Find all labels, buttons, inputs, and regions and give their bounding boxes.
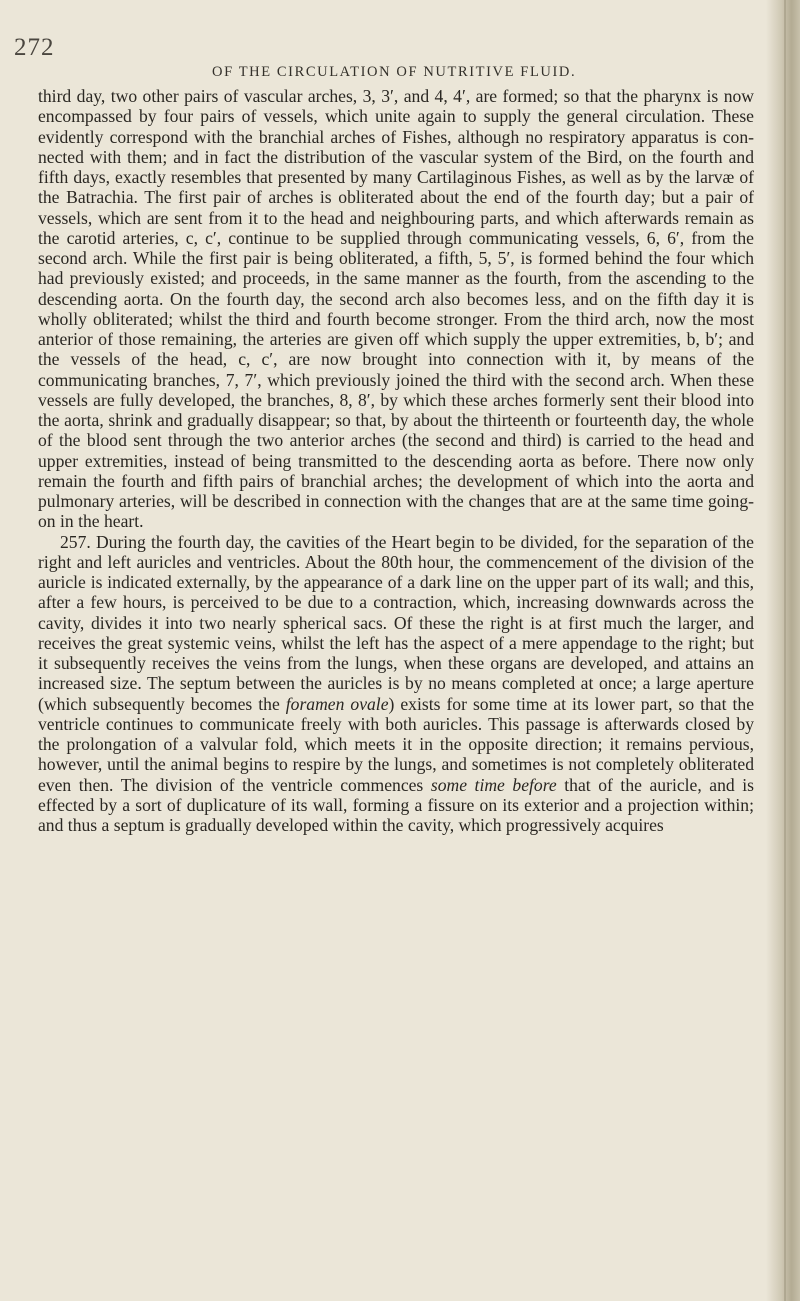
paragraph-text: 257. During the fourth day, the cavities of the Heart begin to be divided, for the separation of the right and left auricles and ventricles. About the 80th hour, the commencement of the division of the auricle is indicated externally, by the appearance of a dark line on the upper part of its wall; and this, after a few hours, is perceived to be due to a contraction, which, increasing downwards across the cavity, divides it into two nearly spherical sacs. Of these the right is at first much the larger, and receives the great systemic veins, whilst the left has the aspect of a mere appendage to the right; but it subsequently receives the veins from the lungs, when these organs are developed, and attains an increased size. The septum between the auricles is by no means completed at once; a large aperture (which subsequently becomes the xyxy=(38,531,754,714)
running-head: OF THE CIRCULATION OF NUTRITIVE FLUID. xyxy=(212,64,577,80)
page-gutter-line xyxy=(784,0,786,1301)
page-number: 272 xyxy=(14,34,55,61)
paragraph-continued: third day, two other pairs of vascular arches, 3, 3′, and 4, 4′, are formed; so that the pharynx is now encompassed by four pairs of vessels, which unite again to supply the general circulation. These evidently correspond with the branchial arches of Fishes, although no respiratory apparatus is connected with them; and in fact the distribution of the vascular system of the Bird, on the fourth and fifth days, exactly resembles that presented by many Cartilaginous Fishes, as well as by the larvæ of the Batrachia. The first pair of arches is obliterated about the end of the fourth day; but a pair of vessels, which are sent from it to the head and neighbouring parts, and which afterwards remain as the carotid arteries, c, c′, continue to be supplied through communicating vessels, 6, 6′, from the second arch. While the first pair is being obliterated, a fifth, 5, 5′, is formed behind the four which had previously existed; and proceeds, in the same manner as the fourth, from the ascending to the descending aorta. On the fourth day, the second arch also becomes less, and on the fifth day it is wholly obliterated; whilst the third and fourth become stronger. From the third arch, now the most anterior of those remaining, the arteries are given off which supply the upper extremities, b, b′; and the vessels of the head, c, c′, are now brought into connection with it, by means of the communicating branches, 7, 7′, which previously joined the third with the second arch. When these vessels are fully developed, the branches, 8, 8′, by which these arches formerly sent their blood into the aorta, shrink and gradually disappear; so that, by about the thirteenth or fourteenth day, the whole of the blood sent through the two anterior arches (the second and third) is carried to the head and upper extremities, instead of being transmitted to the descending aorta as before. There now only remain the fourth and fifth pairs of branchial arches; the development of which into the aorta and pulmonary arteries, will be described in connection with the changes that are at the same time going-on in the heart. xyxy=(38,86,754,532)
italic-term-foramen-ovale: foramen ovale xyxy=(285,693,389,714)
paragraph-257 xyxy=(38,532,754,836)
body-text xyxy=(38,86,754,835)
paragraph-text: that of the auricle, and is effected by a sort of duplicature of its wall, forming a fissure on its exterior and a projection within; and thus a septum is gradually developed within the cavity, which progressively acquires xyxy=(38,774,754,835)
paragraph-text: ) exists for some time at its lower part, so that the ventricle continues to communicate freely with both auricles. This passage is afterwards closed by the prolongation of a valvular fold, which meets it in the opposite direction; it remains pervious, however, until the animal begins to respire by the lungs, and sometimes is not completely obliterated even then. The division of the ventricle commences xyxy=(38,693,755,795)
italic-phrase: some time before xyxy=(430,774,557,795)
page-edge-shadow xyxy=(766,0,800,1301)
